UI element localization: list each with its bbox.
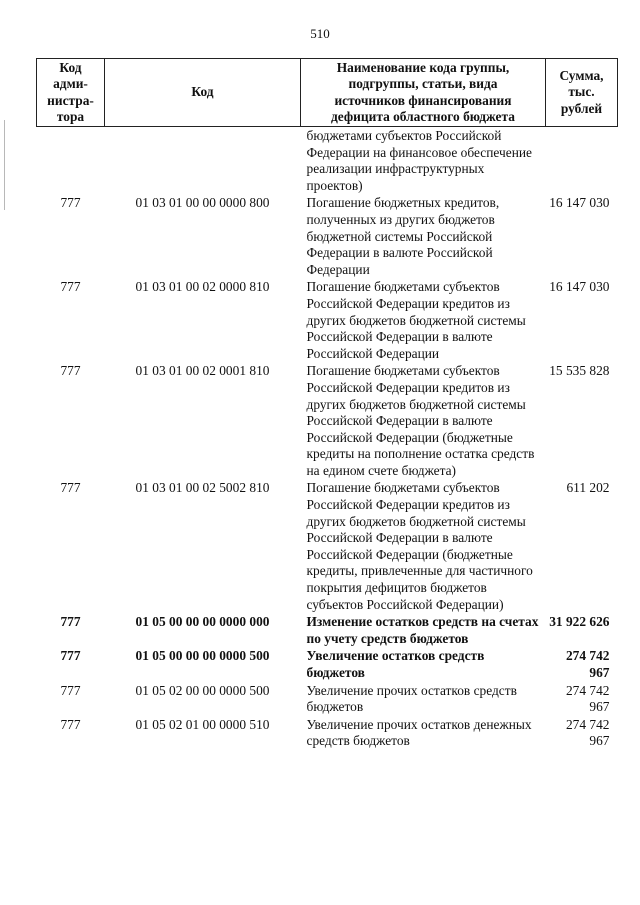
amount-cell: 16 147 030 <box>549 279 610 295</box>
table-row <box>37 682 618 716</box>
amount-cell: 274 742 967 <box>565 682 610 715</box>
code-cell: 01 03 01 00 00 0000 800 <box>135 195 270 211</box>
amount-cell: 16 147 030 <box>549 195 610 211</box>
code-cell: 01 03 01 00 02 0000 810 <box>135 279 270 295</box>
name-cell: Увеличение прочих остатков денежных средств бюджетов <box>306 716 532 749</box>
table-header-row <box>37 59 618 127</box>
admin-code-cell: 777 <box>60 279 81 295</box>
code-cell: 01 03 01 00 02 5002 810 <box>135 480 270 496</box>
amount-cell <box>546 127 618 195</box>
name-cell: Погашение бюджетами субъектов Российской Федерации кредитов из других бюджетов бюджетной системы Российской Федерации в валюте Российской Федерации (бюджетные кредиты на пополнение остатка средств на едином счете бюджета) <box>306 363 535 478</box>
name-cell: Погашение бюджетами субъектов Российской Федерации кредитов из других бюджетов бюджетной системы Российской Федерации в валюте Российской Федерации <box>306 279 526 361</box>
code-cell: 01 05 00 00 00 0000 000 <box>135 614 270 630</box>
code-cell <box>105 127 301 195</box>
admin-code-cell: 777 <box>60 682 81 698</box>
code-cell: 01 05 02 01 00 0000 510 <box>135 716 270 732</box>
header-code: Код <box>105 59 301 127</box>
admin-code-cell <box>37 127 105 195</box>
name-cell: Увеличение остатков средств бюджетов <box>306 648 485 680</box>
amount-cell: 274 742 967 <box>565 716 610 749</box>
header-amount: Сумма, тыс. рублей <box>546 59 618 127</box>
table-row <box>37 127 618 195</box>
admin-code-cell: 777 <box>60 614 81 630</box>
page-number: 510 <box>310 26 330 41</box>
scan-margin-line <box>4 120 5 210</box>
amount-cell: 31 922 626 <box>549 614 610 630</box>
admin-code-cell: 777 <box>60 363 81 379</box>
amount-cell: 15 535 828 <box>549 363 610 379</box>
amount-cell: 611 202 <box>566 480 610 496</box>
code-cell: 01 05 02 00 00 0000 500 <box>135 682 270 698</box>
header-name: Наименование кода группы, подгруппы, статьи, вида источников финансирования дефицита областного бюджета <box>301 59 546 127</box>
header-admin-code: Код адми- нистра- тора <box>37 59 105 127</box>
name-cell: бюджетами субъектов Российской Федерации на финансовое обеспечение реализации инфраструктурных проектов) <box>306 128 532 193</box>
code-cell: 01 03 01 00 02 0001 810 <box>135 363 270 379</box>
admin-code-cell: 777 <box>60 195 81 211</box>
name-cell: Погашение бюджетами субъектов Российской Федерации кредитов из других бюджетов бюджетной системы Российской Федерации в валюте Российской Федерации (бюджетные кредиты, привлеченные для частичного покрытия дефицитов бюджетов субъектов Российской Федерации) <box>306 480 533 612</box>
admin-code-cell: 777 <box>60 480 81 496</box>
amount-cell: 274 742 967 <box>565 648 610 680</box>
name-cell: Изменение остатков средств на счетах по учету средств бюджетов <box>306 614 539 646</box>
admin-code-cell: 777 <box>60 648 81 664</box>
code-cell: 01 05 00 00 00 0000 500 <box>135 648 270 664</box>
table-row <box>37 194 618 278</box>
table-row <box>37 613 618 647</box>
budget-sources-table <box>36 58 618 750</box>
table-row <box>37 716 618 750</box>
table-row <box>37 362 618 479</box>
admin-code-cell: 777 <box>60 716 81 732</box>
name-cell: Увеличение прочих остатков средств бюджетов <box>306 682 517 715</box>
table-row <box>37 647 618 681</box>
table-row <box>37 278 618 362</box>
table-row <box>37 479 618 613</box>
name-cell: Погашение бюджетных кредитов, полученных из других бюджетов бюджетной системы Российской Федерации в валюте Российской Федерации <box>306 195 500 277</box>
